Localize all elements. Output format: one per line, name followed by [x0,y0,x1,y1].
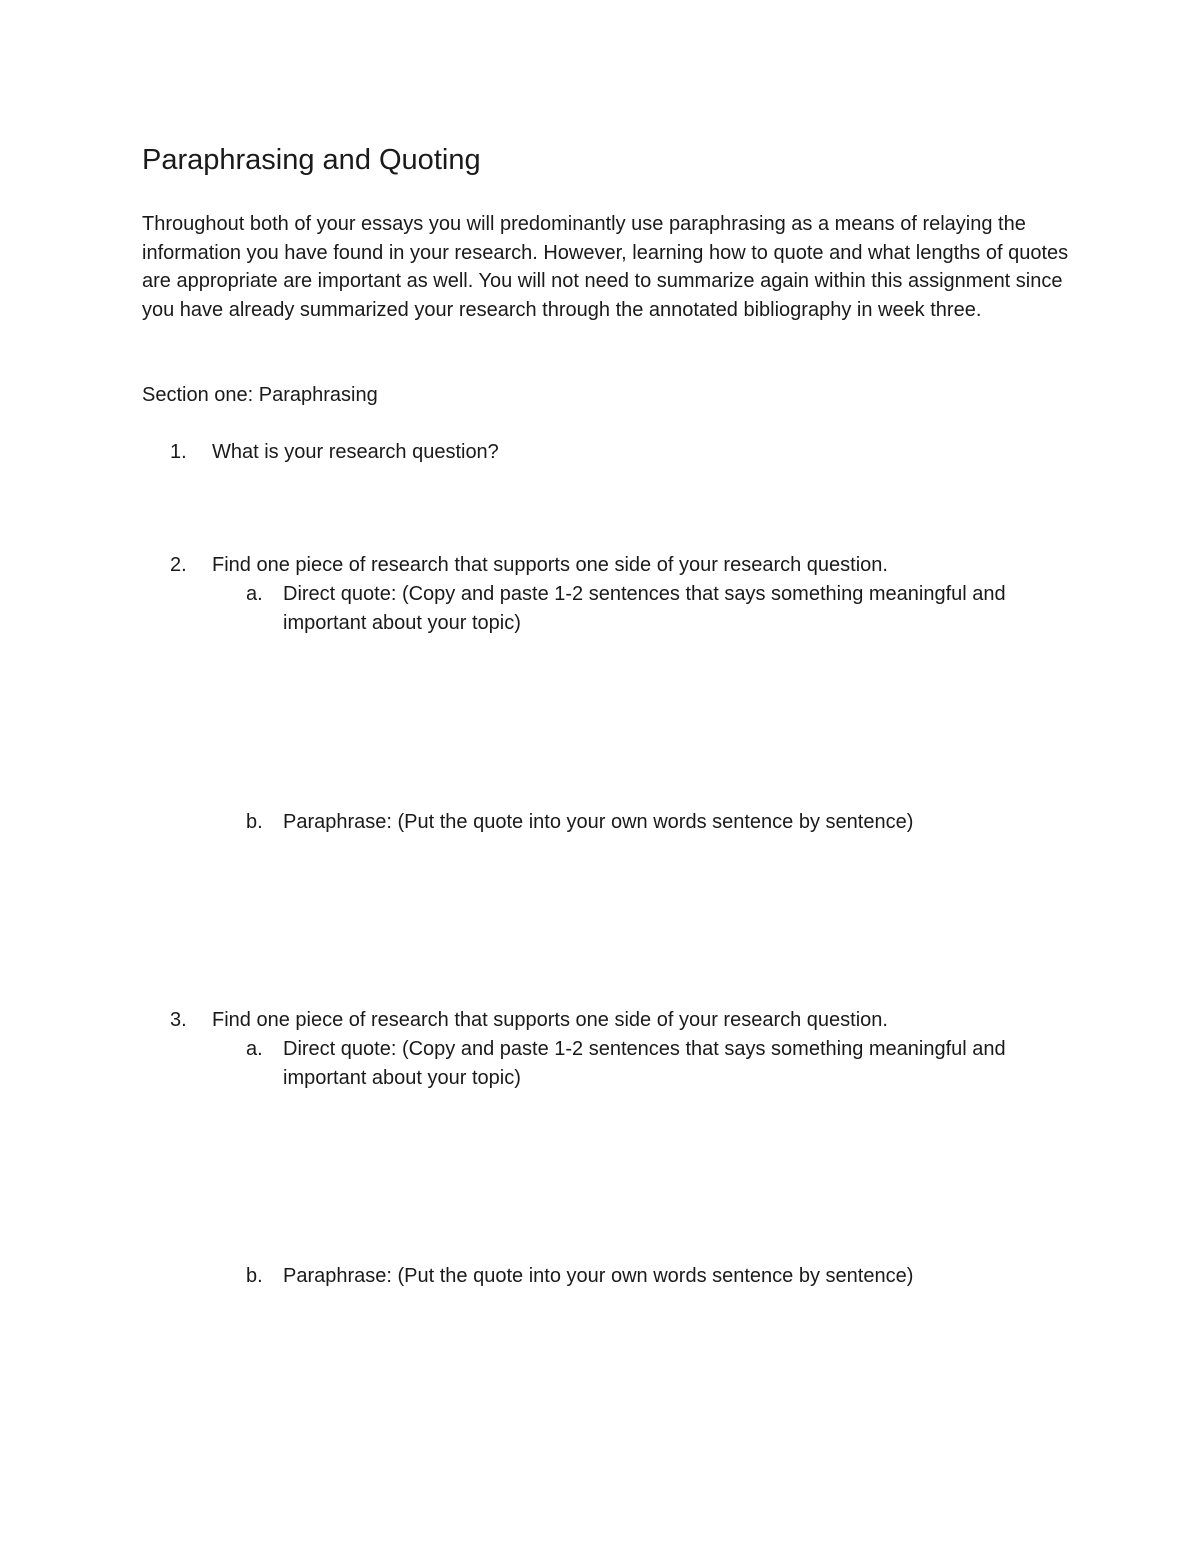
sub-marker: a. [246,583,263,605]
list-item-1 [170,438,499,467]
list-item-3 [170,1006,888,1035]
sub-item-3b [246,1262,1046,1291]
sub-item-2b [246,808,1046,837]
list-item-2 [170,551,888,580]
sub-item-3a [246,1035,1046,1092]
document-title: Paraphrasing and Quoting [142,144,481,176]
list-marker: 3. [170,1009,187,1031]
sub-marker: b. [246,1265,263,1287]
sub-item-text: Direct quote: (Copy and paste 1-2 sentences that says something meaningful and important about your topic) [283,1038,1006,1089]
section-heading: Section one: Paraphrasing [142,384,378,406]
list-marker: 2. [170,554,187,576]
list-item-text: Find one piece of research that supports one side of your research question. [212,1009,888,1031]
list-item-text: What is your research question? [212,441,499,463]
intro-paragraph: Throughout both of your essays you will predominantly use paraphrasing as a means of relaying the information you have found in your research. However, learning how to quote and what lengths of quotes are appropriate are important as well. You will not need to summarize again within this assignment since you have already summarized your research through the annotated bibliography in week three. [142,213,1069,321]
sub-marker: b. [246,811,263,833]
sub-item-text: Direct quote: (Copy and paste 1-2 sentences that says something meaningful and important about your topic) [283,583,1006,634]
sub-item-2a [246,580,1046,637]
list-item-text: Find one piece of research that supports one side of your research question. [212,554,888,576]
sub-item-text: Paraphrase: (Put the quote into your own words sentence by sentence) [283,811,914,833]
sub-item-text: Paraphrase: (Put the quote into your own words sentence by sentence) [283,1265,914,1287]
list-marker: 1. [170,441,187,463]
sub-marker: a. [246,1038,263,1060]
